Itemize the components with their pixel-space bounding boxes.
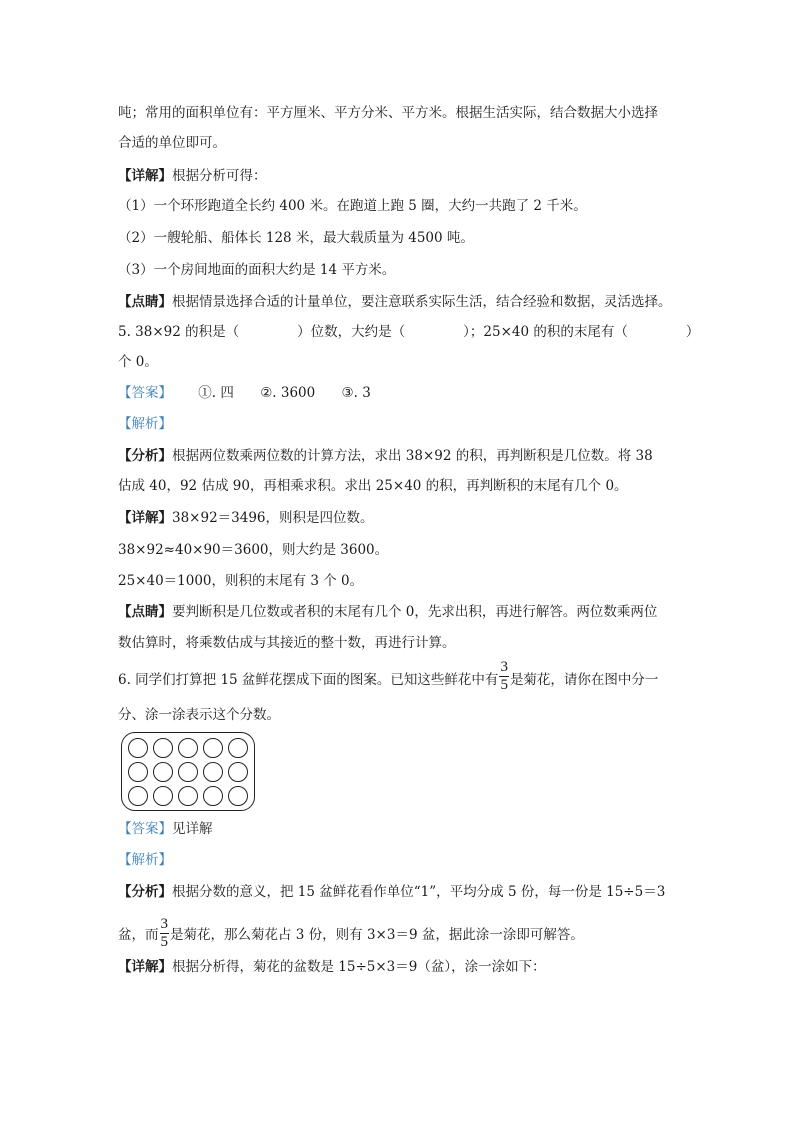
text-line: 数估算时，将乘数估成与其接近的整十数，再进行计算。 (118, 635, 456, 651)
flower-circle (178, 738, 198, 758)
flower-circle (153, 786, 173, 806)
fenxi-text: 盆，而 (118, 927, 159, 943)
text-line: 25×40＝1000，则积的末尾有 3 个 0。 (118, 573, 364, 589)
text-line: 38×92≈40×90＝3600，则大约是 3600。 (118, 542, 389, 558)
flower-circle (128, 762, 148, 782)
q5-stem-part: ） (685, 324, 700, 340)
flower-circle (228, 738, 248, 758)
q4-tip (118, 292, 672, 312)
q4-detail (118, 166, 267, 186)
text-line: 分、涂一涂表示这个分数。 (118, 707, 280, 723)
detail-text: 38×92＝3496，则积是四位数。 (172, 510, 374, 526)
text-line: （3）一个房间地面的面积大约是 14 平方米。 (118, 262, 396, 278)
flower-circle (178, 762, 198, 782)
flower-circle (128, 786, 148, 806)
answer-label: 【答案】 (118, 385, 172, 401)
q6-stem-part: 6. 同学们打算把 15 盆鲜花摆成下面的图案。已知这些鲜花中有 (118, 672, 499, 688)
answer-item: ③. 3 (341, 385, 371, 401)
text-line: （1）一个环形跑道全长约 400 米。在跑道上跑 5 圈，大约一共跑了 2 千米。 (118, 198, 587, 214)
q6-fenxi-line2 (118, 916, 584, 951)
fenxi-text: 是菊花，那么菊花占 3 份，则有 3×3＝9 盆，据此涂一涂即可解答。 (170, 927, 584, 943)
fraction (499, 659, 509, 694)
text-line: 个 0。 (118, 354, 158, 370)
analysis-label: 【解析】 (118, 416, 172, 432)
flower-circle (203, 786, 223, 806)
flower-circle (203, 762, 223, 782)
q5-fenxi (118, 446, 653, 466)
detail-text: 根据分析得，菊花的盆数是 15÷5×3＝9（盆），涂一涂如下： (172, 959, 546, 975)
q5-detail (118, 508, 374, 528)
answer-item: ①. 四 (198, 385, 234, 401)
text-line: 估成 40，92 估成 90，再相乘求积。求出 25×40 的积，再判断积的末尾有几个 0。 (118, 478, 628, 494)
q6-answer (118, 819, 213, 839)
tip-text: 根据情景选择合适的计量单位，要注意联系实际生活，结合经验和数据，灵活选择。 (172, 294, 672, 310)
tip-label: 【点睛】 (118, 294, 172, 310)
fraction (160, 916, 170, 951)
tip-text: 要判断积是几位数或者积的末尾有几个 0，先求出积，再进行解答。两位数乘两位 (172, 604, 658, 620)
q5-stem-part: ）位数，大约是（ (297, 324, 406, 340)
answer-label: 【答案】 (118, 821, 172, 837)
flower-circle (228, 786, 248, 806)
text-line: 吨；常用的面积单位有：平方厘米、平方分米、平方米。根据生活实际，结合数据大小选择 (118, 105, 658, 121)
detail-label: 【详解】 (118, 168, 172, 184)
q5-answer (118, 383, 371, 403)
fenxi-text: 根据两位数乘两位数的计算方法，求出 38×92 的积，再判断积是几位数。将 38 (172, 448, 653, 464)
flower-circle (203, 738, 223, 758)
text-line: （2）一艘轮船、船体长 128 米，最大载质量为 4500 吨。 (118, 230, 474, 246)
fenxi-text: 根据分数的意义，把 15 盆鲜花看作单位“1”，平均分成 5 份，每一份是 15÷5＝3 (172, 884, 666, 900)
flower-circle (153, 738, 173, 758)
fraction-numerator: 3 (160, 916, 168, 932)
flower-circle (153, 762, 173, 782)
flower-circle (228, 762, 248, 782)
q6-detail (118, 957, 546, 977)
answer-item: ②. 3600 (260, 385, 316, 401)
fenxi-label: 【分析】 (118, 884, 172, 900)
detail-label: 【详解】 (118, 510, 172, 526)
analysis-label: 【解析】 (118, 852, 172, 868)
q6-stem (118, 659, 659, 694)
q5-stem-part: ）；25×40 的积的末尾有（ (463, 324, 628, 340)
flower-circle (178, 786, 198, 806)
flower-circle (128, 738, 148, 758)
q5-stem-part: 5. 38×92 的积是（ (118, 324, 240, 340)
fraction-numerator: 3 (500, 659, 508, 675)
detail-text: 根据分析可得： (172, 168, 267, 184)
fenxi-label: 【分析】 (118, 448, 172, 464)
fraction-denominator: 5 (160, 934, 168, 950)
q6-fenxi (118, 882, 665, 902)
flower-pattern-figure (121, 732, 255, 811)
tip-label: 【点睛】 (118, 604, 172, 620)
q5-stem (118, 322, 699, 342)
q6-stem-part: 是菊花，请你在图中分一 (509, 672, 659, 688)
text-line: 合适的单位即可。 (118, 135, 226, 151)
detail-label: 【详解】 (118, 959, 172, 975)
q5-tip (118, 602, 657, 622)
answer-text: 见详解 (172, 821, 213, 837)
fraction-denominator: 5 (500, 677, 508, 693)
